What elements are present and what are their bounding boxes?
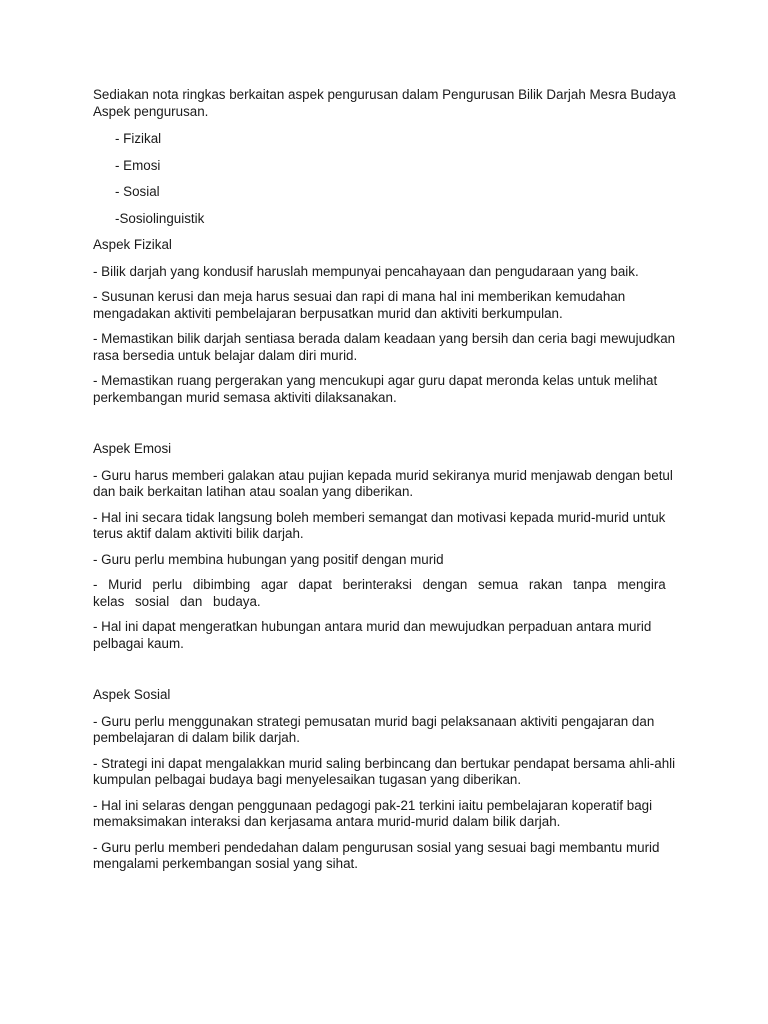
aspect-item: - Sosial xyxy=(115,184,160,199)
bullet-point: - Bilik darjah yang kondusif haruslah mempunyai pencahayaan dan pengudaraan yang baik. xyxy=(93,263,639,279)
aspect-item: -Sosiolinguistik xyxy=(115,210,205,226)
aspect-item: - Fizikal xyxy=(115,131,162,146)
section-sosial xyxy=(93,687,693,873)
bullet-point: - Memastikan ruang pergerakan yang mencukupi agar guru dapat meronda kelas untuk melihat perkembangan murid semasa aktiviti dilaksanakan. xyxy=(93,373,658,405)
bullet-point: - Susunan kerusi dan meja harus sesuai dan rapi di mana hal ini memberikan kemudahan mengadakan aktiviti pembelajaran berpusatkan murid dan aktiviti berkumpulan. xyxy=(93,289,626,321)
bullet-point: - Guru harus memberi galakan atau pujian kepada murid sekiranya murid menjawab dengan betul dan baik berkaitan latihan atau soalan yang diberikan. xyxy=(93,467,673,499)
bullet-point: - Guru perlu memberi pendedahan dalam pengurusan sosial yang sesuai bagi membantu murid mengalami perkembangan sosial yang sihat. xyxy=(93,839,660,871)
aspect-item: - Emosi xyxy=(115,157,161,173)
aspect-list xyxy=(93,131,693,227)
bullet-point: - Memastikan bilik darjah sentiasa berada dalam keadaan yang bersih dan ceria bagi mewujudkan rasa bersedia untuk belajar dalam diri murid. xyxy=(93,331,676,363)
section-emosi xyxy=(93,441,693,652)
bullet-point: - Strategi ini dapat mengalakkan murid saling berbincang dan bertukar pendapat bersama ahli-ahli kumpulan pelbagai budaya bagi menyelesaikan tugasan yang diberikan. xyxy=(93,755,676,787)
bullet-point: - Hal ini secara tidak langsung boleh memberi semangat dan motivasi kepada murid-murid untuk terus aktif dalam aktiviti bilik darjah. xyxy=(93,509,666,541)
bullet-point: - Guru perlu menggunakan strategi pemusatan murid bagi pelaksanaan aktiviti pengajaran dan pembelajaran di dalam bilik darjah. xyxy=(93,713,655,745)
bullet-point: - Hal ini dapat mengeratkan hubungan antara murid dan mewujudkan perpaduan antara murid pelbagai kaum. xyxy=(93,619,652,651)
bullet-point: - Hal ini selaras dengan penggunaan pedagogi pak-21 terkini iaitu pembelajaran koperatif bagi memaksimakan interaksi dan kerjasama antara murid-murid dalam bilik darjah. xyxy=(93,797,653,829)
section-heading: Aspek Fizikal xyxy=(93,237,172,252)
intro-paragraph: Sediakan nota ringkas berkaitan aspek pengurusan dalam Pengurusan Bilik Darjah Mesra Budaya Aspek pengurusan. xyxy=(93,87,676,119)
section-spacer xyxy=(93,415,693,441)
bullet-point: - Murid perlu dibimbing agar dapat berinteraksi dengan semua rakan tanpa mengira kelas sosial dan budaya. xyxy=(93,577,666,609)
section-heading: Aspek Emosi xyxy=(93,441,172,456)
section-spacer xyxy=(93,661,693,687)
section-fizikal xyxy=(93,237,693,406)
bullet-point: - Guru perlu membina hubungan yang positif dengan murid xyxy=(93,551,444,567)
document-page xyxy=(93,87,693,882)
section-heading: Aspek Sosial xyxy=(93,687,171,702)
